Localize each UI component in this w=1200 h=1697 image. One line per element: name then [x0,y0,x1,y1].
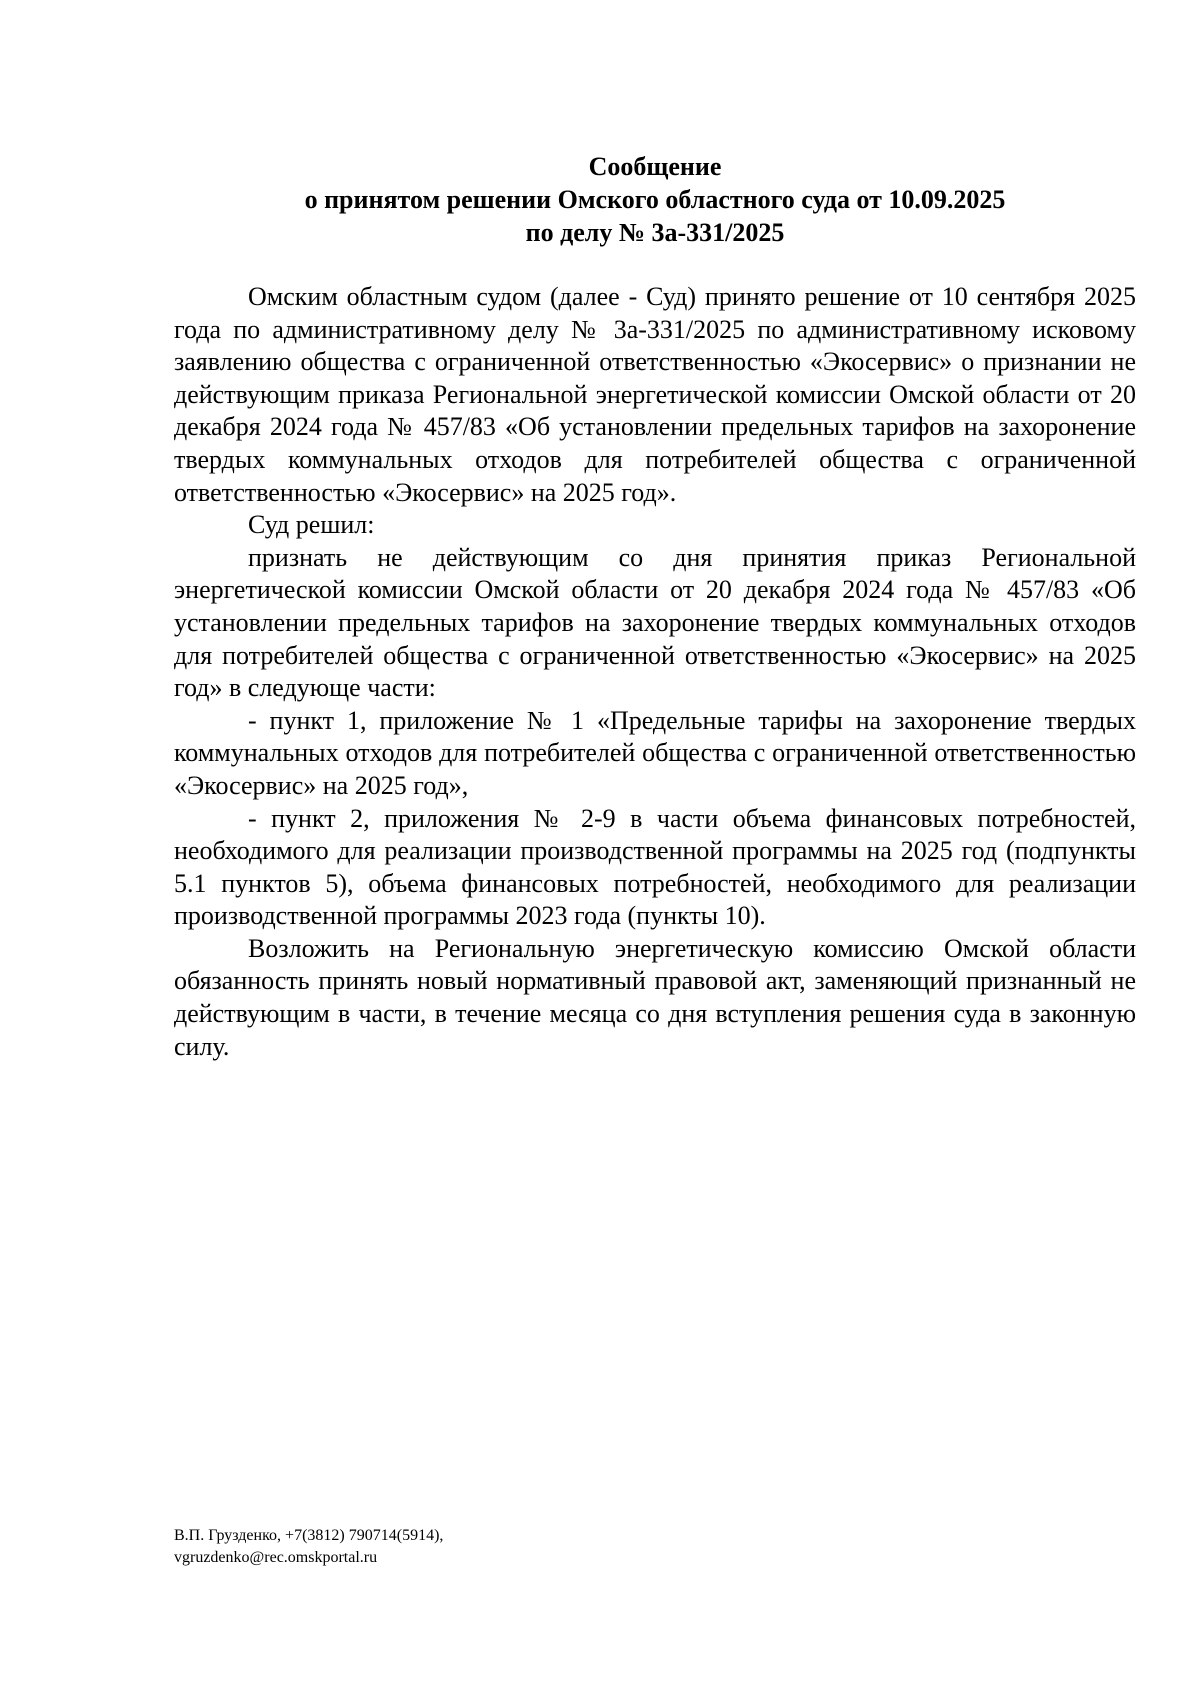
contact-email: vgruzdenko@rec.omskportal.ru [174,1549,378,1566]
document-title [174,150,1136,249]
paragraph-item-1: - пункт 1, приложение № 1 «Предельные тарифы на захоронение твердых коммунальных отходов для потребителей общества с ограниченной ответственностью «Экосервис» на 2025 год», [174,705,1136,800]
paragraph-item-2: - пункт 2, приложения № 2-9 в части объема финансовых потребностей, необходимого для реализации производственной программы на 2025 год (подпункты 5.1 пунктов 5), объема финансовых потребностей, необходимого для реализации производственной программы 2023 года (пункты 10). [174,803,1136,931]
paragraph-recognize-invalid: признать не действующим со дня принятия приказ Региональной энергетической комиссии Омской области от 20 декабря 2024 года № 457/83 «Об установлении предельных тарифов на захоронение твердых коммунальных отходов для потребителей общества с ограниченной ответственностью «Экосервис» на 2025 год» в следующе части: [174,542,1136,703]
paragraph-obligation: Возложить на Региональную энергетическую комиссию Омской области обязанность принять новый нормативный правовой акт, заменяющий признанный не действующим в части, в течение месяца со дня вступления решения суда в законную силу. [174,933,1136,1061]
paragraph-decision-intro: Омским областным судом (далее - Суд) принято решение от 10 сентября 2025 года по административному делу № 3а-331/2025 по административному исковому заявлению общества с ограниченной ответственностью «Экосервис» о признании не действующим приказа Региональной энергетической комиссии Омской области от 20 декабря 2024 года № 457/83 «Об установлении предельных тарифов на захоронение твердых коммунальных отходов для потребителей общества с ограниченной ответственностью «Экосервис» на 2025 год». [174,282,1136,507]
contact-footer [174,1525,443,1569]
title-line-3: по делу № 3а-331/2025 [525,218,785,247]
contact-name-phone: В.П. Грузденко, +7(3812) 790714(5914), [174,1527,444,1544]
title-line-2: о принятом решении Омского областного суда от 10.09.2025 [304,185,1006,214]
paragraph-court-decided: Суд решил: [248,510,375,540]
title-line-1: Сообщение [588,152,722,181]
document-body [174,281,1136,1063]
